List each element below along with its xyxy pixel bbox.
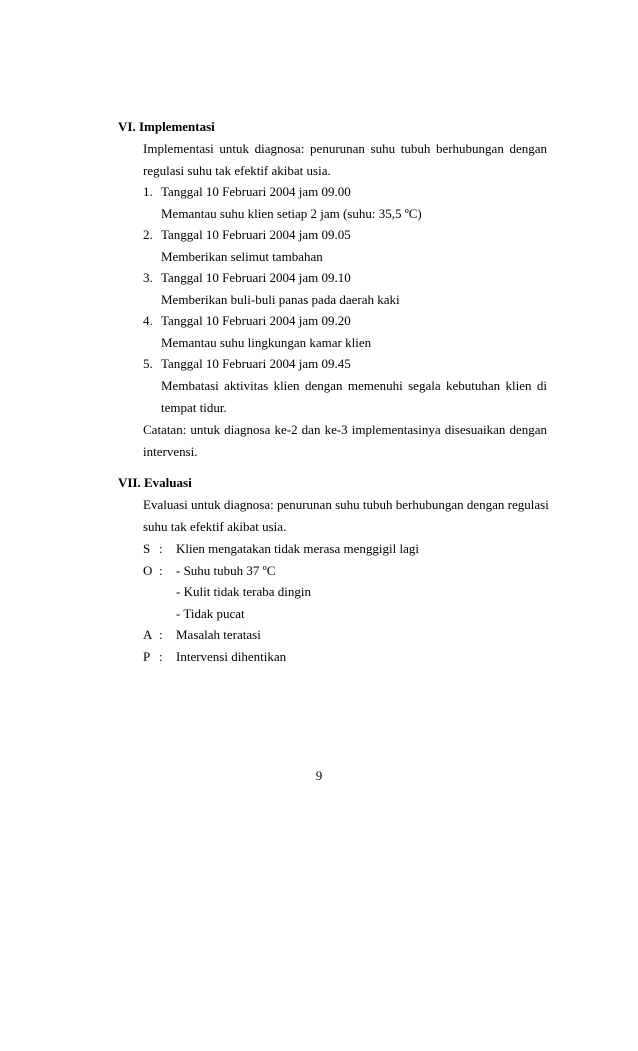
- item-number: 3.: [143, 270, 153, 285]
- item-date: Tanggal 10 Februari 2004 jam 09.20: [161, 313, 351, 328]
- section-vii-heading: VII. Evaluasi: [118, 475, 192, 490]
- section-vii-intro-line2: suhu tak efektif akibat usia.: [143, 519, 287, 534]
- section-vi-intro-line1: Implementasi untuk diagnosa: penurunan suhu tubuh berhubungan dengan: [143, 141, 547, 156]
- soap-value: Masalah teratasi: [176, 627, 261, 642]
- soap-colon: :: [159, 563, 163, 578]
- item-date: Tanggal 10 Februari 2004 jam 09.10: [161, 270, 351, 285]
- section-vi-intro-line2: regulasi suhu tak efektif akibat usia.: [143, 163, 331, 178]
- item-action: Memantau suhu klien setiap 2 jam (suhu: 35,5 ºC): [161, 206, 422, 221]
- soap-value: - Kulit tidak teraba dingin: [176, 584, 312, 599]
- soap-key: O: [143, 563, 153, 578]
- soap-value: - Suhu tubuh 37 ºC: [176, 563, 276, 578]
- item-action: tempat tidur.: [161, 400, 227, 415]
- soap-colon: :: [159, 541, 163, 556]
- item-action: Membatasi aktivitas klien dengan memenuhi segala kebutuhan klien di: [161, 378, 547, 393]
- item-number: 1.: [143, 184, 153, 199]
- soap-key: P: [143, 649, 151, 664]
- soap-colon: :: [159, 627, 163, 642]
- soap-value: Klien mengatakan tidak merasa menggigil lagi: [176, 541, 419, 556]
- section-vi-note-line1: Catatan: untuk diagnosa ke-2 dan ke-3 implementasinya disesuaikan dengan: [143, 422, 547, 437]
- soap-value: Intervensi dihentikan: [176, 649, 287, 664]
- section-vi-heading: VI. Implementasi: [118, 119, 215, 134]
- soap-key: S: [143, 541, 151, 556]
- page-number: 9: [315, 768, 323, 783]
- soap-key: A: [143, 627, 153, 642]
- soap-value: - Tidak pucat: [176, 606, 245, 621]
- item-date: Tanggal 10 Februari 2004 jam 09.45: [161, 356, 351, 371]
- item-action: Memberikan selimut tambahan: [161, 249, 323, 264]
- item-number: 4.: [143, 313, 153, 328]
- item-action: Memberikan buli-buli panas pada daerah kaki: [161, 292, 400, 307]
- item-action: Memantau suhu lingkungan kamar klien: [161, 335, 372, 350]
- item-number: 5.: [143, 356, 153, 371]
- soap-colon: :: [159, 649, 163, 664]
- item-number: 2.: [143, 227, 153, 242]
- section-vii-intro-line1: Evaluasi untuk diagnosa: penurunan suhu tubuh berhubungan dengan regulasi: [143, 497, 549, 512]
- section-vi-note-line2: intervensi.: [143, 444, 198, 459]
- item-date: Tanggal 10 Februari 2004 jam 09.05: [161, 227, 351, 242]
- item-date: Tanggal 10 Februari 2004 jam 09.00: [161, 184, 351, 199]
